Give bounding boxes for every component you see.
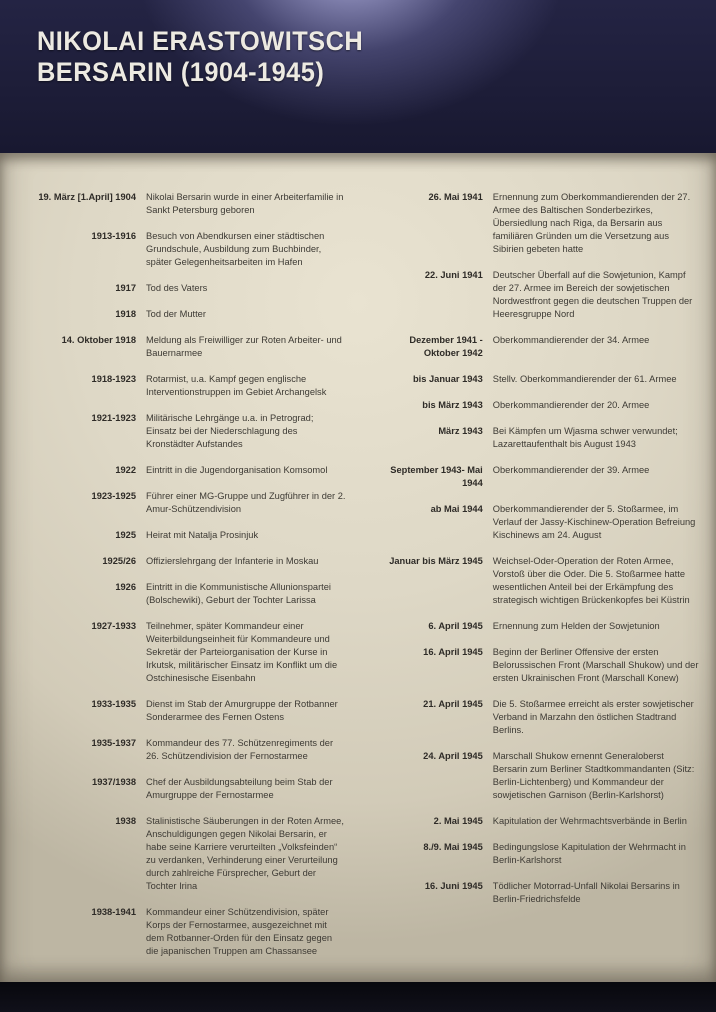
timeline-date: 1925/26 [102, 556, 136, 566]
timeline-row [383, 334, 700, 360]
timeline-date: 8./9. Mai 1945 [423, 842, 483, 852]
timeline-row [383, 555, 700, 607]
timeline-text: Bei Kämpfen um Wjasma schwer verwundet; Lazarettaufenthalt bis August 1943 [492, 426, 678, 449]
timeline-text: Ernennung zum Oberkommandierenden der 27. Armee des Baltischen Sonderbezirkes, Übersiedlung nach Riga, da Bersarin aus familiären Gründen um die Versetzung aus Sibirien gebeten hatte [492, 192, 691, 254]
timeline-row [30, 191, 369, 217]
timeline-row [383, 880, 700, 906]
timeline-date: 24. April 1945 [423, 751, 483, 761]
timeline-text: Ernennung zum Helden der Sowjetunion [492, 621, 660, 631]
timeline-text: Oberkommandierender der 34. Armee [492, 335, 650, 345]
timeline-row [383, 425, 700, 451]
timeline-row [30, 698, 369, 724]
timeline-text: Kapitulation der Wehrmachtsverbände in Berlin [492, 816, 687, 826]
timeline-text: Marschall Shukow ernennt Generaloberst Bersarin zum Berliner Stadtkommandanten (Sitz: Berlin-Lichtenberg) und Kommandeur der sowjetischen Garnison (Berlin-Karlshorst) [492, 751, 695, 800]
timeline-text: Heirat mit Natalja Prosinjuk [146, 530, 259, 540]
timeline-date: 26. Mai 1941 [428, 192, 483, 202]
timeline-text: Oberkommandierender der 5. Stoßarmee, im Verlauf der Jassy-Kischinew-Operation Befreiung Kischinews am 24. August [492, 504, 696, 540]
timeline-row [383, 269, 700, 321]
timeline-row [383, 464, 700, 490]
timeline-text: Dienst im Stab der Amurgruppe der Rotbanner Sonderarmee des Fernen Ostens [146, 699, 338, 722]
panel-header-band [0, 0, 716, 153]
timeline-text: Kommandeur des 77. Schützenregiments der 26. Schützendivision der Fernostarmee [146, 738, 334, 761]
timeline-date: 19. März [1.April] 1904 [38, 192, 136, 202]
timeline-date: Januar bis März 1945 [389, 556, 483, 566]
timeline-row [383, 373, 700, 386]
title-line-1: NIKOLAI ERASTOWITSCH [37, 26, 364, 56]
timeline-text: Oberkommandierender der 20. Armee [492, 400, 650, 410]
timeline-date: bis Januar 1943 [412, 374, 483, 384]
timeline-row [30, 230, 369, 269]
timeline-date: ab Mai 1944 [430, 504, 483, 514]
timeline-date: 22. Juni 1941 [424, 270, 483, 280]
timeline-date: 1938-1941 [91, 907, 136, 917]
timeline-date: 1926 [115, 582, 136, 592]
timeline-date: 1927-1933 [91, 621, 136, 631]
timeline-date: 1923-1925 [91, 491, 136, 501]
timeline-date: 1937/1938 [92, 777, 136, 787]
timeline-date: 16. April 1945 [423, 647, 483, 657]
timeline-date: 1918-1923 [91, 374, 136, 384]
timeline-row [383, 191, 700, 256]
timeline-date: 14. Oktober 1918 [61, 335, 136, 345]
timeline-text: Kommandeur einer Schützendivision, später Korps der Fernostarmee, ausgezeichnet mit dem Rotbanner-Orden für den Einsatz gegen die japanischen Truppen am Chassansee [146, 907, 333, 956]
timeline-text: Rotarmist, u.a. Kampf gegen englische Interventionstruppen im Gebiet Archangelsk [146, 374, 327, 397]
timeline-row [383, 399, 700, 412]
timeline-text: Beginn der Berliner Offensive der ersten Belorussischen Front (Marschall Shukow) und der ersten Ukrainischen Front (Marschall Konew) [492, 647, 699, 683]
timeline-date: 1917 [115, 283, 136, 293]
timeline-date: September 1943- Mai 1944 [390, 465, 483, 488]
timeline-text: Stalinistische Säuberungen in der Roten Armee, Anschuldigungen gegen Nikolai Bersarin, er habe seine Karriere verurteilten „Volksfeinden“ zu verdanken, Verhinderung einer Verurteilung durch zahlreiche Fürsprecher, Geburt der Tochter Irina [146, 816, 344, 891]
timeline-columns [0, 153, 716, 971]
timeline-column-right [383, 191, 700, 971]
timeline-date: 1938 [115, 816, 136, 826]
page-title [37, 26, 363, 88]
timeline-row [383, 698, 700, 737]
timeline-date: 2. Mai 1945 [433, 816, 483, 826]
timeline-row [383, 503, 700, 542]
timeline-text: Bedingungslose Kapitulation der Wehrmacht in Berlin-Karlshorst [492, 842, 686, 865]
timeline-text: Die 5. Stoßarmee erreicht als erster sowjetischer Verband in Marzahn den östlichen Stadtrand Berlins. [492, 699, 694, 735]
timeline-row [30, 555, 369, 568]
timeline-text: Teilnehmer, später Kommandeur einer Weiterbildungseinheit für Kommandeure und Sekretär der Parteiorganisation der Kurse in Irkutsk, militärischer Einsatz im Konflikt um die Ostchinesische Eisenbahn [146, 621, 338, 683]
timeline-text: Militärische Lehrgänge u.a. in Petrograd; Einsatz bei der Niederschlagung des Kronstädter Aufstandes [146, 413, 314, 449]
timeline-text: Oberkommandierender der 39. Armee [492, 465, 650, 475]
timeline-text: Nikolai Bersarin wurde in einer Arbeiterfamilie in Sankt Petersburg geboren [146, 192, 344, 215]
timeline-column-left [30, 191, 369, 971]
timeline-date: 1933-1935 [91, 699, 136, 709]
timeline-row [383, 815, 700, 828]
timeline-text: Deutscher Überfall auf die Sowjetunion, Kampf der 27. Armee im Bereich der sowjetischen Nordwestfront gegen die deutschen Truppen der Heeresgruppe Nord [492, 270, 693, 319]
timeline-row [383, 620, 700, 633]
timeline-text: Offizierslehrgang der Infanterie in Moskau [146, 556, 319, 566]
timeline-row [30, 490, 369, 516]
timeline-panel [0, 153, 716, 982]
timeline-row [30, 282, 369, 295]
timeline-row [30, 581, 369, 607]
timeline-date: Dezember 1941 - Oktober 1942 [409, 335, 483, 358]
timeline-row [30, 620, 369, 685]
timeline-date: 21. April 1945 [423, 699, 483, 709]
title-line-2: BERSARIN (1904-1945) [37, 57, 325, 87]
timeline-text: Chef der Ausbildungsabteilung beim Stab der Amurgruppe der Fernostarmee [146, 777, 333, 800]
timeline-row [30, 334, 369, 360]
timeline-row [383, 646, 700, 685]
timeline-row [383, 750, 700, 802]
timeline-row [30, 373, 369, 399]
timeline-row [383, 841, 700, 867]
timeline-date: 1918 [115, 309, 136, 319]
timeline-text: Eintritt in die Kommunistische Allunionspartei (Bolschewiki), Geburt der Tochter Larissa [146, 582, 331, 605]
timeline-date: 16. Juni 1945 [424, 881, 483, 891]
timeline-row [30, 529, 369, 542]
timeline-row [30, 737, 369, 763]
timeline-date: 1935-1937 [91, 738, 136, 748]
timeline-text: Tod des Vaters [146, 283, 208, 293]
timeline-text: Weichsel-Oder-Operation der Roten Armee, Vorstoß über die Oder. Die 5. Stoßarmee hatte wesentlichen Anteil bei der Erkämpfung des strategisch wichtigen Brückenkopfes bei Küstrin [492, 556, 690, 605]
timeline-row [30, 776, 369, 802]
timeline-date: März 1943 [438, 426, 483, 436]
timeline-date: 1913-1916 [91, 231, 136, 241]
timeline-row [30, 412, 369, 451]
timeline-text: Stellv. Oberkommandierender der 61. Armee [492, 374, 677, 384]
timeline-row [30, 308, 369, 321]
timeline-row [30, 464, 369, 477]
timeline-text: Besuch von Abendkursen einer städtischen Grundschule, Ausbildung zum Buchbinder, später Gelegenheitsarbeiten im Hafen [146, 231, 325, 267]
timeline-text: Tödlicher Motorrad-Unfall Nikolai Bersarins in Berlin-Friedrichsfelde [492, 881, 680, 904]
timeline-text: Meldung als Freiwilliger zur Roten Arbeiter- und Bauernarmee [146, 335, 342, 358]
panel-bottom-band [0, 982, 716, 1012]
timeline-text: Eintritt in die Jugendorganisation Komsomol [146, 465, 328, 475]
timeline-text: Führer einer MG-Gruppe und Zugführer in der 2. Amur-Schützendivision [146, 491, 346, 514]
timeline-text: Tod der Mutter [146, 309, 206, 319]
timeline-date: 6. April 1945 [428, 621, 483, 631]
timeline-date: bis März 1943 [422, 400, 483, 410]
timeline-row [30, 906, 369, 958]
timeline-date: 1921-1923 [91, 413, 136, 423]
timeline-row [30, 815, 369, 893]
timeline-date: 1925 [115, 530, 136, 540]
timeline-date: 1922 [115, 465, 136, 475]
